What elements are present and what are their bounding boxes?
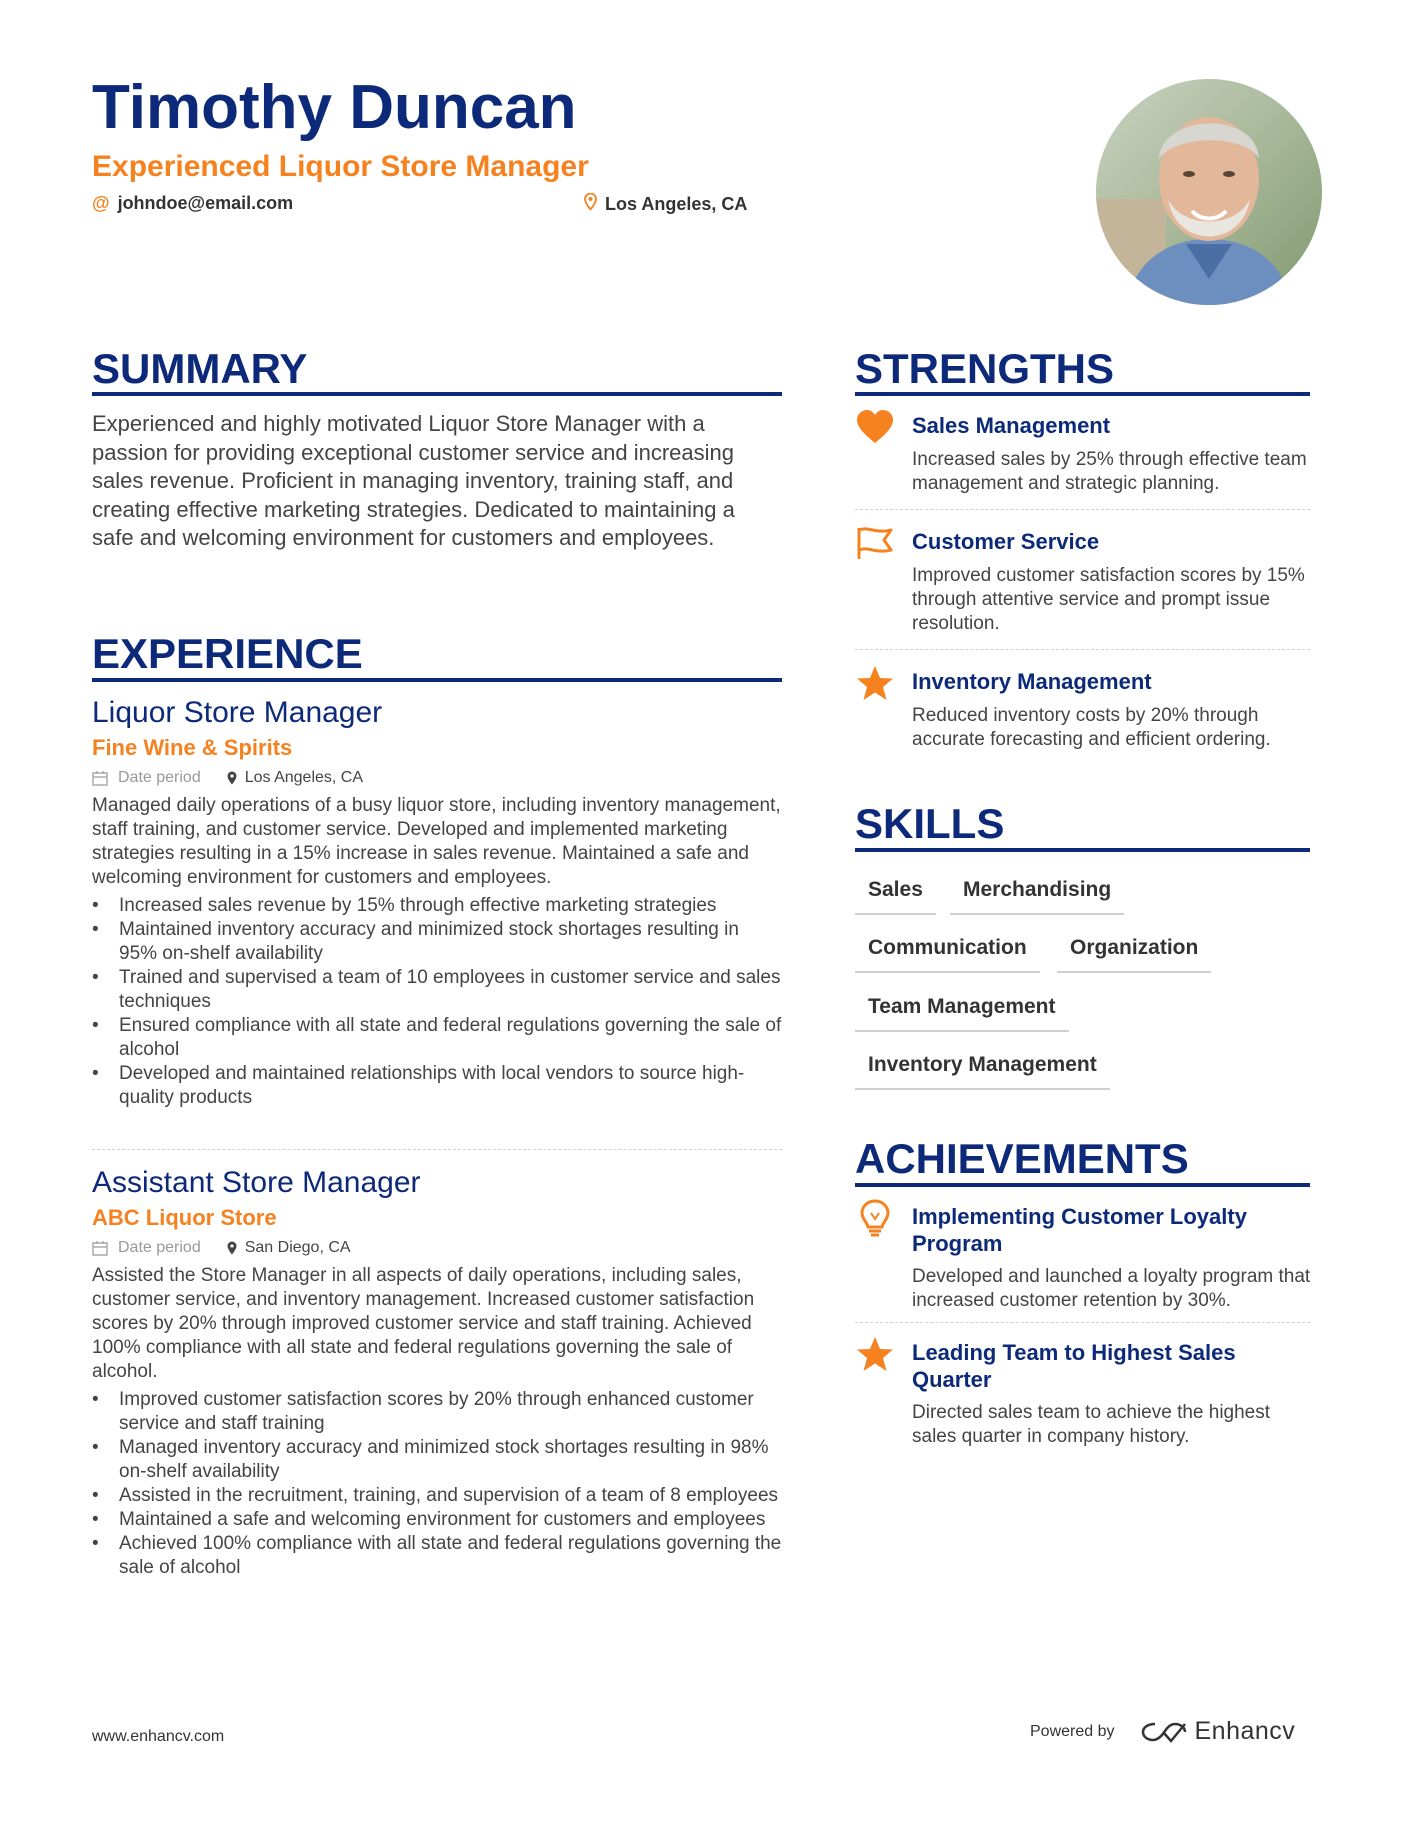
entry-divider bbox=[92, 1149, 782, 1150]
at-icon: @ bbox=[92, 193, 110, 213]
strength-title: Inventory Management bbox=[912, 669, 1152, 694]
summary-heading: SUMMARY bbox=[92, 345, 308, 392]
job-date: Date period bbox=[118, 769, 201, 786]
footer-branding bbox=[1030, 1717, 1295, 1746]
strength-divider bbox=[855, 509, 1310, 510]
bullet-item: • Trained and supervised a team of 10 employees in customer service and sales techniques bbox=[92, 966, 782, 1014]
achievement-title: Implementing Customer Loyalty Program bbox=[912, 1204, 1247, 1256]
skill-tag: Merchandising bbox=[950, 877, 1124, 915]
job-description: Assisted the Store Manager in all aspects of daily operations, including sales, customer service, and inventory management. Increased customer satisfaction scores by 20% through improved customer service and staff training. Achieved 100% compliance with all state and federal regulations governing the sale of alcohol. bbox=[92, 1265, 755, 1382]
flag-icon bbox=[855, 525, 895, 561]
skill-tag: Communication bbox=[855, 935, 1040, 973]
skill-tag: Sales bbox=[855, 877, 936, 915]
calendar-icon bbox=[92, 1240, 108, 1256]
candidate-name: Timothy Duncan bbox=[92, 73, 577, 142]
bullet-item: • Maintained a safe and welcoming environment for customers and employees bbox=[92, 1508, 782, 1532]
achievement-description: Developed and launched a loyalty program that increased customer retention by 30%. bbox=[912, 1266, 1311, 1311]
achievements-rule bbox=[855, 1183, 1310, 1187]
skill-tag: Organization bbox=[1057, 935, 1211, 973]
achievement-title: Leading Team to Highest Sales Quarter bbox=[912, 1340, 1236, 1392]
bullet-item: • Increased sales revenue by 15% through effective marketing strategies bbox=[92, 894, 782, 918]
bullet-item: • Ensured compliance with all state and federal regulations governing the sale of alcohol bbox=[92, 1014, 782, 1062]
achievements-heading: ACHIEVEMENTS bbox=[855, 1135, 1189, 1182]
enhancv-logo-icon bbox=[1141, 1720, 1187, 1744]
profile-photo bbox=[1096, 79, 1322, 305]
heart-icon bbox=[855, 409, 895, 445]
job-location bbox=[227, 769, 363, 787]
job-meta bbox=[92, 769, 782, 787]
skill-tag: Team Management bbox=[855, 994, 1069, 1032]
strength-description: Reduced inventory costs by 20% through accurate forecasting and efficient ordering. bbox=[912, 705, 1271, 750]
powered-by-text: Powered by bbox=[1030, 1722, 1115, 1740]
location-text: Los Angeles, CA bbox=[605, 193, 748, 214]
job-company: ABC Liquor Store bbox=[92, 1205, 277, 1230]
bullet-item: • Maintained inventory accuracy and minimized stock shortages resulting in 95% on-shelf availability bbox=[92, 918, 782, 966]
job-date: Date period bbox=[118, 1239, 201, 1256]
calendar-icon bbox=[92, 770, 108, 786]
job-bullets bbox=[92, 894, 782, 1110]
strength-description: Improved customer satisfaction scores by 15% through attentive service and prompt issue resolution. bbox=[912, 565, 1305, 634]
job-meta bbox=[92, 1239, 782, 1257]
pin-icon bbox=[227, 1241, 237, 1255]
job-location bbox=[227, 1239, 351, 1257]
job-title: Liquor Store Manager bbox=[92, 696, 383, 729]
job-description: Managed daily operations of a busy liquor store, including inventory management, staff training, and customer service. Developed and implemented marketing strategies resulting in a 15% increase in sales revenue. Maintained a safe and welcoming environment for customers and employees. bbox=[92, 795, 781, 888]
email-text: johndoe@email.com bbox=[117, 193, 294, 213]
bullet-item: • Managed inventory accuracy and minimized stock shortages resulting in 98% on-shelf availability bbox=[92, 1436, 782, 1484]
achievement-description: Directed sales team to achieve the highest sales quarter in company history. bbox=[912, 1402, 1271, 1447]
summary-text: Experienced and highly motivated Liquor Store Manager with a passion for providing exceptional customer service and increasing sales revenue. Proficient in managing inventory, training staff, and creating effective marketing strategies. Dedicated to maintaining a safe and welcoming environment for customers and employees. bbox=[92, 411, 735, 550]
bullet-item: • Achieved 100% compliance with all state and federal regulations governing the sale of alcohol bbox=[92, 1532, 782, 1580]
job-location-text: San Diego, CA bbox=[244, 1239, 351, 1256]
strength-title: Sales Management bbox=[912, 413, 1111, 438]
bullet-item: • Developed and maintained relationships with local vendors to source high-quality products bbox=[92, 1062, 782, 1110]
brand-name: Enhancv bbox=[1194, 1717, 1296, 1745]
bullet-item: • Assisted in the recruitment, training, and supervision of a team of 8 employees bbox=[92, 1484, 782, 1508]
experience-entry bbox=[92, 695, 782, 1110]
job-bullets bbox=[92, 1388, 782, 1580]
pin-icon bbox=[227, 771, 237, 785]
strengths-heading: STRENGTHS bbox=[855, 345, 1115, 392]
summary-rule bbox=[92, 392, 782, 396]
star-icon bbox=[855, 1336, 895, 1372]
skills-heading: SKILLS bbox=[855, 800, 1005, 847]
candidate-title: Experienced Liquor Store Manager bbox=[92, 150, 589, 183]
skills-rule bbox=[855, 848, 1310, 852]
skill-tag: Inventory Management bbox=[855, 1052, 1110, 1090]
pin-icon bbox=[584, 193, 597, 215]
job-company: Fine Wine & Spirits bbox=[92, 735, 293, 760]
lightbulb-icon bbox=[855, 1200, 895, 1236]
star-icon bbox=[855, 665, 895, 701]
email-contact bbox=[92, 193, 293, 214]
job-location-text: Los Angeles, CA bbox=[244, 769, 364, 786]
strength-title: Customer Service bbox=[912, 529, 1100, 554]
achievement-divider bbox=[855, 1322, 1310, 1323]
experience-entry bbox=[92, 1165, 782, 1580]
bullet-item: • Improved customer satisfaction scores by 20% through enhanced customer service and staff training bbox=[92, 1388, 782, 1436]
strengths-rule bbox=[855, 392, 1310, 396]
strength-description: Increased sales by 25% through effective team management and strategic planning. bbox=[912, 449, 1307, 494]
experience-rule bbox=[92, 678, 782, 682]
location-contact bbox=[584, 193, 747, 215]
strength-divider bbox=[855, 649, 1310, 650]
footer-website[interactable]: www.enhancv.com bbox=[92, 1728, 225, 1745]
experience-heading: EXPERIENCE bbox=[92, 630, 363, 677]
job-title: Assistant Store Manager bbox=[92, 1166, 421, 1199]
